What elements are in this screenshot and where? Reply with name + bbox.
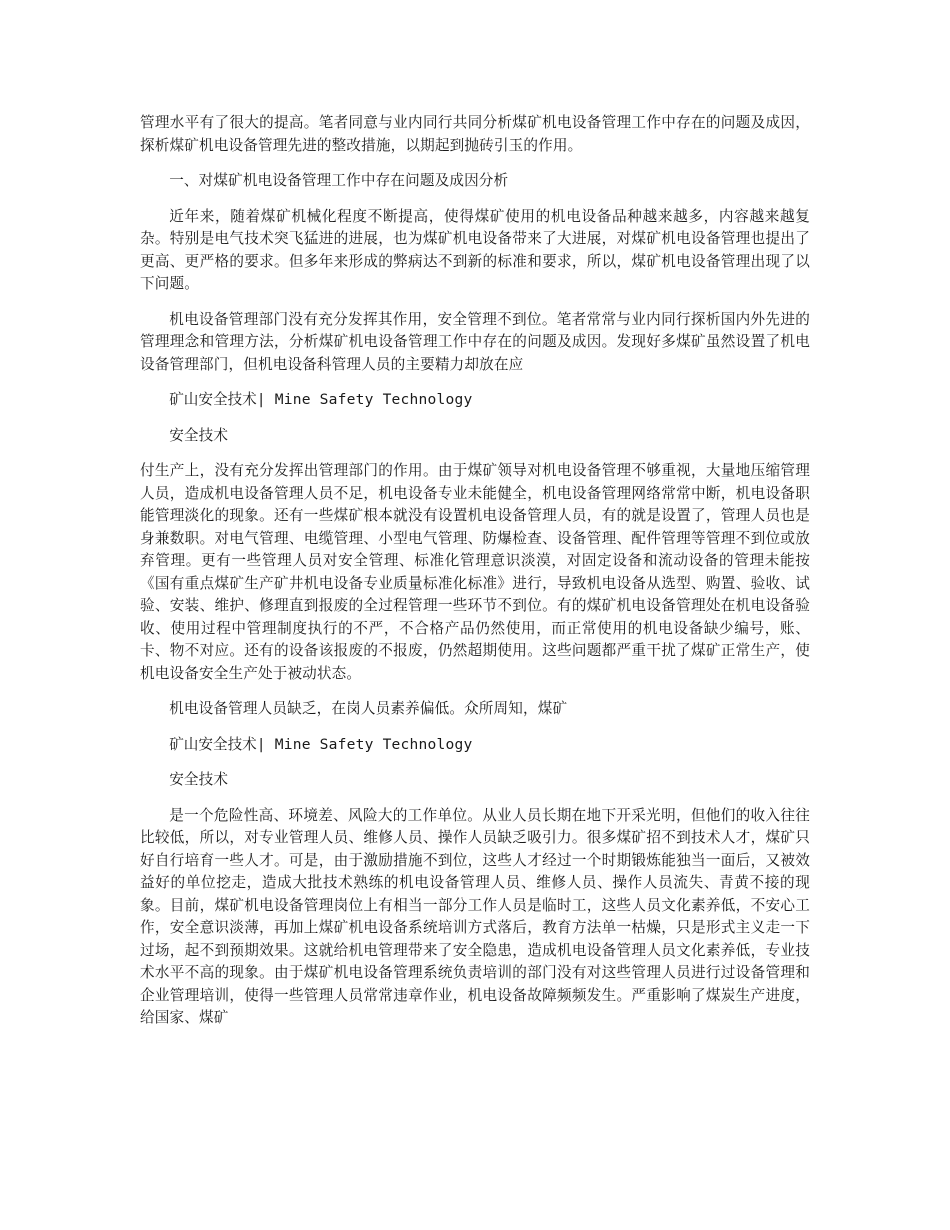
running-header-2 [140, 734, 810, 757]
paragraph-intro-continued: 管理水平有了很大的提高。笔者同意与业内同行共同分析煤矿机电设备管理工作中存在的问题及成因，探析煤矿机电设备管理先进的整改措施，以期起到抛砖引玉的作用。 [140, 114, 810, 154]
paragraph-work-environment: 是一个危险性高、环境差、风险大的工作单位。从业人员长期在地下开采光明，但他们的收入往往比较低，所以，对专业管理人员、维修人员、操作人员缺乏吸引力。很多煤矿招不到技术人才，煤矿只好自行培育一些人才。可是，由于激励措施不到位，这些人才经过一个时期锻炼能独当一面后，又被效益好的单位挖走，造成大批技术熟练的机电设备管理人员、维修人员、操作人员流失、青黄不接的现象。目前，煤矿机电设备管理岗位上有相当一部分工作人员是临时工，这些人员文化素养低，不安心工作，安全意识淡薄，再加上煤矿机电设备系统培训方式落后，教育方法单一枯燥，只是形式主义走一下过场，起不到预期效果。这就给机电管理带来了安全隐患，造成机电设备管理人员文化素养低，专业技术水平不高的现象。由于煤矿机电设备管理系统负责培训的部门没有对这些管理人员进行过设备管理和企业管理培训，使得一些管理人员常常违章作业，机电设备故障频频发生。严重影响了煤炭生产进度，给国家、煤矿 [140, 806, 810, 1026]
header-en-text: | Mine Safety Technology [256, 735, 473, 753]
section-label-2: 安全技术 [169, 771, 229, 788]
section-heading: 一、对煤矿机电设备管理工作中存在问题及成因分析 [169, 172, 509, 189]
paragraph-staff-shortage: 机电设备管理人员缺乏，在岗人员素养偏低。众所周知，煤矿 [169, 700, 568, 717]
paragraph-background: 近年来，随着煤矿机械化程度不断提高，使得煤矿使用的机电设备品种越来越多，内容越来越复杂。特别是电气技术突飞猛进的进展，也为煤矿机电设备带来了大进展，对煤矿机电设备管理也提出了更高、更严格的要求。但多年来形成的弊病达不到新的标准和要求，所以，煤矿机电设备管理出现了以下问题。 [140, 207, 810, 292]
header-cn-text: 矿山安全技术 [169, 391, 257, 408]
section-label-1: 安全技术 [169, 426, 229, 444]
header-en-text: | Mine Safety Technology [256, 391, 473, 408]
paragraph-production-issues: 付生产上，没有充分发挥出管理部门的作用。由于煤矿领导对机电设备管理不够重视，大量地压缩管理人员，造成机电设备管理人员不足，机电设备专业未能健全，机电设备管理网络常常中断，机电设备职能管理淡化的现象。还有一些煤矿根本就没有设置机电设备管理人员，有的就是设置了，管理人员也是身兼数职。对电气管理、电缆管理、小型电气管理、防爆检查、设备管理、配件管理等管理不到位或放弃管理。更有一些管理人员对安全管理、标准化管理意识淡漠，对固定设备和流动设备的管理未能按《国有重点煤矿生产矿井机电设备专业质量标准化标准》进行，导致机电设备从选型、购置、验收、试验、安装、维护、修理直到报废的全过程管理一些环节不到位。有的煤矿机电设备管理处在机电设备验收、使用过程中管理制度执行的不严，不合格产品仍然使用，而正常使用的机电设备缺少编号，账、卡、物不对应。还有的设备该报废的不报废，仍然超期使用。这些问题都严重干扰了煤矿正常生产，使机电设备安全生产处于被动状态。 [140, 462, 810, 682]
running-header-1 [140, 389, 810, 412]
header-cn-text: 矿山安全技术 [169, 735, 257, 753]
paragraph-management-dept: 机电设备管理部门没有充分发挥其作用，安全管理不到位。笔者常常与业内同行探析国内外先进的管理理念和管理方法，分析煤矿机电设备管理工作中存在的问题及成因。发现好多煤矿虽然设置了机电设备管理部门，但机电设备科管理人员的主要精力却放在应 [140, 310, 810, 373]
